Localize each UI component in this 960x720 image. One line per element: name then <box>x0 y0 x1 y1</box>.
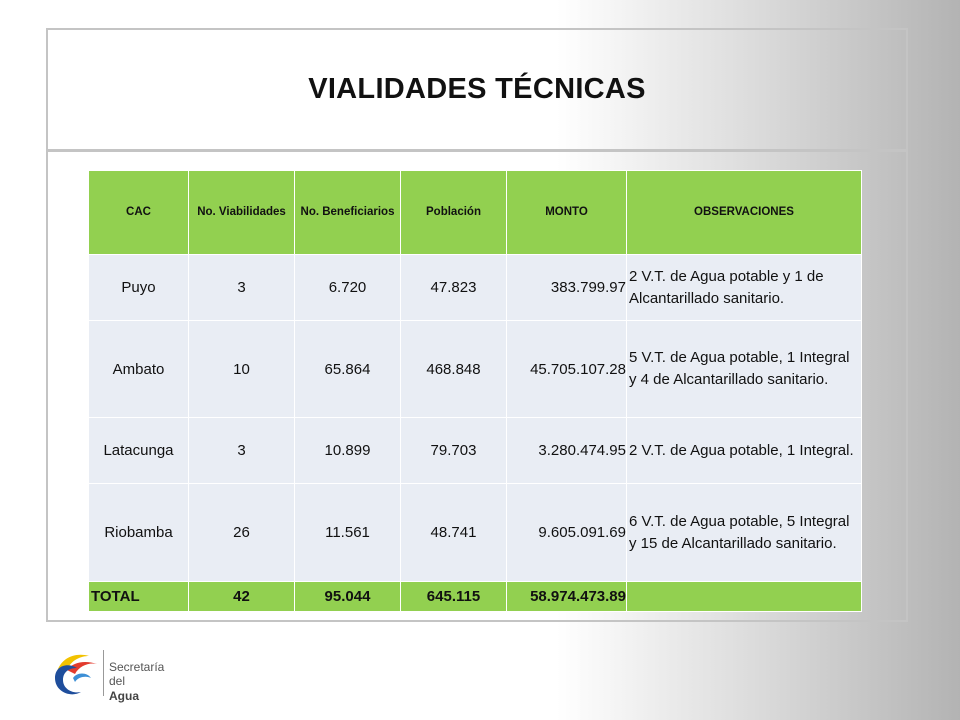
cell-beneficiarios: 65.864 <box>295 321 401 418</box>
cell-monto: 9.605.091.69 <box>507 484 627 582</box>
title-band <box>48 30 906 152</box>
header-observaciones: OBSERVACIONES <box>627 171 862 255</box>
table-header-row <box>89 171 862 255</box>
total-monto: 58.974.473.89 <box>507 582 627 612</box>
table-total-row <box>89 582 862 612</box>
header-viabilidades: No. Viabilidades <box>189 171 295 255</box>
water-drop-logo-icon <box>53 648 101 698</box>
cell-poblacion: 79.703 <box>401 418 507 484</box>
cell-monto: 383.799.97 <box>507 255 627 321</box>
total-viabilidades: 42 <box>189 582 295 612</box>
cell-poblacion: 47.823 <box>401 255 507 321</box>
header-poblacion: Población <box>401 171 507 255</box>
table-row <box>89 321 862 418</box>
cell-observaciones: 2 V.T. de Agua potable, 1 Integral. <box>627 418 862 484</box>
cell-observaciones: 2 V.T. de Agua potable y 1 de Alcantarillado sanitario. <box>627 255 862 321</box>
cell-viabilidades: 3 <box>189 255 295 321</box>
logo-line-2: Agua <box>109 688 139 703</box>
cell-monto: 3.280.474.95 <box>507 418 627 484</box>
cell-poblacion: 48.741 <box>401 484 507 582</box>
header-monto: MONTO <box>507 171 627 255</box>
cell-observaciones: 5 V.T. de Agua potable, 1 Integral y 4 de Alcantarillado sanitario. <box>627 321 862 418</box>
cell-cac: Latacunga <box>89 418 189 484</box>
cell-viabilidades: 10 <box>189 321 295 418</box>
cell-viabilidades: 26 <box>189 484 295 582</box>
slide-title: VIALIDADES TÉCNICAS <box>308 73 646 105</box>
total-beneficiarios: 95.044 <box>295 582 401 612</box>
table-row <box>89 255 862 321</box>
cell-beneficiarios: 11.561 <box>295 484 401 582</box>
total-poblacion: 645.115 <box>401 582 507 612</box>
cell-beneficiarios: 6.720 <box>295 255 401 321</box>
table-row <box>89 418 862 484</box>
cell-viabilidades: 3 <box>189 418 295 484</box>
header-beneficiarios: No. Beneficiarios <box>295 171 401 255</box>
data-table <box>88 170 862 612</box>
table-row <box>89 484 862 582</box>
cell-beneficiarios: 10.899 <box>295 418 401 484</box>
logo-divider <box>103 650 104 696</box>
cell-cac: Puyo <box>89 255 189 321</box>
cell-cac: Ambato <box>89 321 189 418</box>
logo-text <box>109 660 183 703</box>
total-label: TOTAL <box>89 582 189 612</box>
cell-monto: 45.705.107.28 <box>507 321 627 418</box>
header-cac: CAC <box>89 171 189 255</box>
logo-line-1: Secretaría del <box>109 660 165 689</box>
secretaria-agua-logo <box>53 648 183 703</box>
cell-observaciones: 6 V.T. de Agua potable, 5 Integral y 15 de Alcantarillado sanitario. <box>627 484 862 582</box>
cell-cac: Riobamba <box>89 484 189 582</box>
total-observaciones <box>627 582 862 612</box>
cell-poblacion: 468.848 <box>401 321 507 418</box>
